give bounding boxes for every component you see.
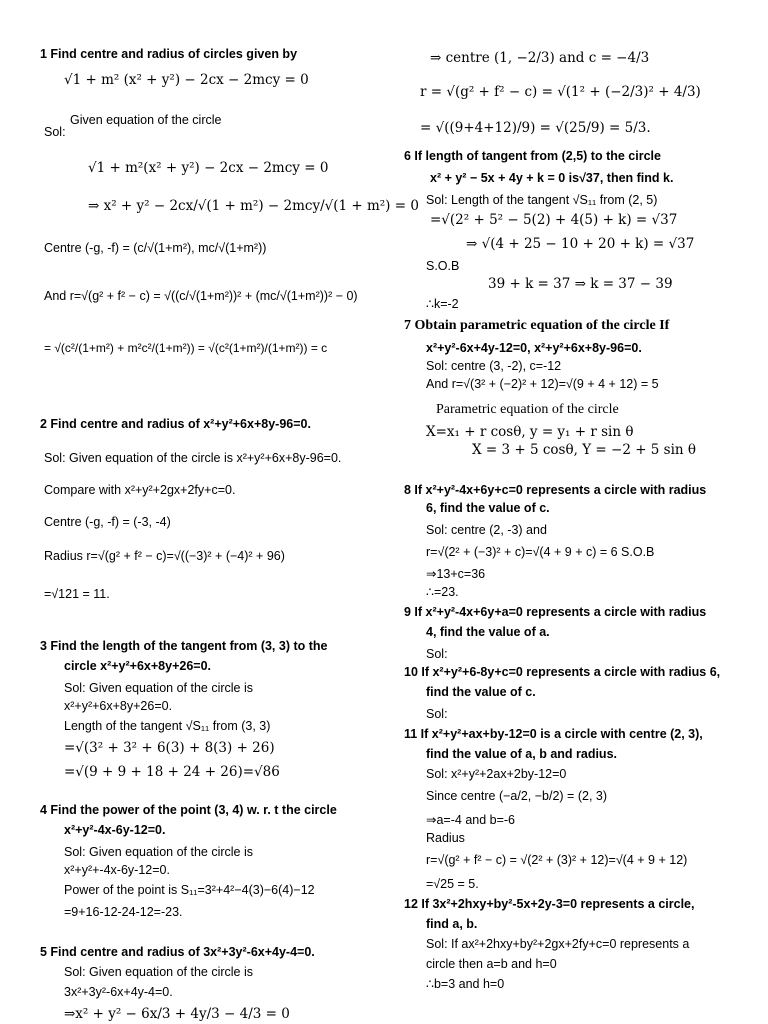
q4-line1: 4 Find the power of the point (3, 4) w. r. t the circle xyxy=(40,803,337,817)
q5-eq2: ⇒x² + y² − 6x/3 + 4y/3 − 4/3 = 0 xyxy=(64,1006,290,1022)
q5-eq: 3x²+3y²-6x+4y-4=0. xyxy=(64,985,173,999)
q1-radius2: = √(c²/(1+m²) + m²c²/(1+m²)) = √(c²(1+m²)/(1+m²)) = c xyxy=(44,341,328,355)
q10-line1: 10 If x²+y²+6-8y+c=0 represents a circle with radius 6, xyxy=(404,665,721,679)
q3-calc2: =√(9 + 9 + 18 + 24 + 26)=√86 xyxy=(64,764,280,780)
q10-line2: find the value of c. xyxy=(426,685,536,699)
q9-sol: Sol: xyxy=(426,647,448,661)
q11-line1: 11 If x²+y²+ax+by-12=0 is a circle with centre (2, 3), xyxy=(404,727,703,741)
q5-radius: r = √(g² + f² − c) = √(1² + (−2/3)² + 4/3) xyxy=(420,84,701,100)
q1-line2: √1 + m² (x² + y²) − 2cx − 2mcy = 0 xyxy=(64,72,309,88)
q12-cond: circle then a=b and h=0 xyxy=(426,957,557,971)
q4-result: =9+16-12-24-12=-23. xyxy=(64,905,183,919)
q1-sol-line: Given equation of the circle xyxy=(70,113,222,127)
q6-line1: 6 If length of tangent from (2,5) to the circle xyxy=(404,149,661,163)
q2-question: 2 Find centre and radius of x²+y²+6x+8y-96=0. xyxy=(40,417,311,431)
q12-line1: 12 If 3x²+2hxy+by²-5x+2y-3=0 represents a circle, xyxy=(404,897,695,911)
q4-sol: Sol: Given equation of the circle is xyxy=(64,845,253,859)
q7-param: Parametric equation of the circle xyxy=(436,402,619,417)
q6-sob: S.O.B xyxy=(426,259,460,273)
right-column xyxy=(390,0,768,1024)
q11-calc: r=√(g² + f² − c) = √(2² + (3)² + 12)=√(4 + 9 + 12) xyxy=(426,853,688,867)
q6-calc2: ⇒ √(4 + 25 − 10 + 20 + k) = √37 xyxy=(466,236,695,252)
q6-result: ∴k=-2 xyxy=(426,297,459,311)
q2-radius: Radius r=√(g² + f² − c)=√((−3)² + (−4)² + 96) xyxy=(44,549,285,563)
q12-line2: find a, b. xyxy=(426,917,478,931)
q3-sol: Sol: Given equation of the circle is xyxy=(64,681,253,695)
q3-line1: 3 Find the length of the tangent from (3, 3) to the xyxy=(40,639,328,653)
q8-result: ∴=23. xyxy=(426,585,459,599)
q5-sol: Sol: Given equation of the circle is xyxy=(64,965,253,979)
q6-calc1: =√(2² + 5² − 5(2) + 4(5) + k) = √37 xyxy=(430,212,678,228)
q8-calc: r=√(2² + (−3)² + c)=√(4 + 9 + c) = 6 S.O.B xyxy=(426,545,655,559)
q3-len: Length of the tangent √S₁₁ from (3, 3) xyxy=(64,719,271,733)
q6-calc3: 39 + k = 37 ⇒ k = 37 − 39 xyxy=(488,276,673,292)
q4-line2: x²+y²-4x-6y-12=0. xyxy=(64,823,166,837)
q8-calc2: ⇒13+c=36 xyxy=(426,567,486,581)
q1-eq2: ⇒ x² + y² − 2cx/√(1 + m²) − 2mcy/√(1 + m²) = 0 xyxy=(88,198,419,214)
q2-sol: Sol: Given equation of the circle is x²+y²+6x+8y-96=0. xyxy=(44,451,342,465)
q5-centre: ⇒ centre (1, −2/3) and c = −4/3 xyxy=(430,50,650,66)
q2-centre: Centre (-g, -f) = (-3, -4) xyxy=(44,515,171,529)
q9-line1: 9 If x²+y²-4x+6y+a=0 represents a circle with radius xyxy=(404,605,707,619)
q11-radius: Radius xyxy=(426,831,465,845)
q1-radius: And r=√(g² + f² − c) = √((c/√(1+m²))² + (mc/√(1+m²))² − 0) xyxy=(44,289,358,303)
q11-sol: Sol: x²+y²+2ax+2by-12=0 xyxy=(426,767,567,781)
q8-line1: 8 If x²+y²-4x+6y+c=0 represents a circle with radius xyxy=(404,483,707,497)
q12-sol: Sol: If ax²+2hxy+by²+2gx+2fy+c=0 represents a xyxy=(426,937,690,951)
q3-eq: x²+y²+6x+8y+26=0. xyxy=(64,699,173,713)
q7-radius: And r=√(3² + (−2)² + 12)=√(9 + 4 + 12) = 5 xyxy=(426,377,659,391)
q3-line2: circle x²+y²+6x+8y+26=0. xyxy=(64,659,212,673)
q7-eq1: X=x₁ + r cosθ, y = y₁ + r sin θ xyxy=(426,424,634,440)
q11-ab: ⇒a=-4 and b=-6 xyxy=(426,813,516,827)
q7-sol: Sol: centre (3, -2), c=-12 xyxy=(426,359,562,373)
q7-eq2: X = 3 + 5 cosθ, Y = −2 + 5 sin θ xyxy=(472,442,697,458)
q5-line1: 5 Find centre and radius of 3x²+3y²-6x+4y-4=0. xyxy=(40,945,315,959)
q11-result: =√25 = 5. xyxy=(426,877,479,891)
q6-line2: x² + y² − 5x + 4y + k = 0 is√37, then find k. xyxy=(430,171,674,185)
q3-calc1: =√(3² + 3² + 6(3) + 8(3) + 26) xyxy=(64,740,275,756)
q5-result: = √((9+4+12)/9) = √(25/9) = 5/3. xyxy=(420,120,651,136)
q11-line2: find the value of a, b and radius. xyxy=(426,747,617,761)
q8-line2: 6, find the value of c. xyxy=(426,501,550,515)
q9-line2: 4, find the value of a. xyxy=(426,625,550,639)
q8-sol: Sol: centre (2, -3) and xyxy=(426,523,547,537)
q1-eq1: √1 + m²(x² + y²) − 2cx − 2mcy = 0 xyxy=(88,160,329,176)
q10-sol: Sol: xyxy=(426,707,448,721)
q7-line1: 7 Obtain parametric equation of the circle If xyxy=(404,318,670,333)
q6-sol: Sol: Length of the tangent √S₁₁ from (2, 5) xyxy=(426,193,658,207)
q12-result: ∴b=3 and h=0 xyxy=(426,977,505,991)
q1-centre: Centre (-g, -f) = (c/√(1+m²), mc/√(1+m²)) xyxy=(44,241,267,255)
q4-eq: x²+y²+-4x-6y-12=0. xyxy=(64,863,170,877)
q2-result: =√121 = 11. xyxy=(44,587,110,601)
q1-sol-label: Sol: xyxy=(44,125,66,139)
q4-power: Power of the point is S₁₁=3²+4²−4(3)−6(4)−12 xyxy=(64,883,315,897)
q7-line2: x²+y²-6x+4y-12=0, x²+y²+6x+8y-96=0. xyxy=(426,341,642,355)
q11-centre: Since centre (−a/2, −b/2) = (2, 3) xyxy=(426,789,607,803)
q2-compare: Compare with x²+y²+2gx+2fy+c=0. xyxy=(44,483,236,497)
q1-line1: 1 Find centre and radius of circles given by xyxy=(40,47,298,61)
